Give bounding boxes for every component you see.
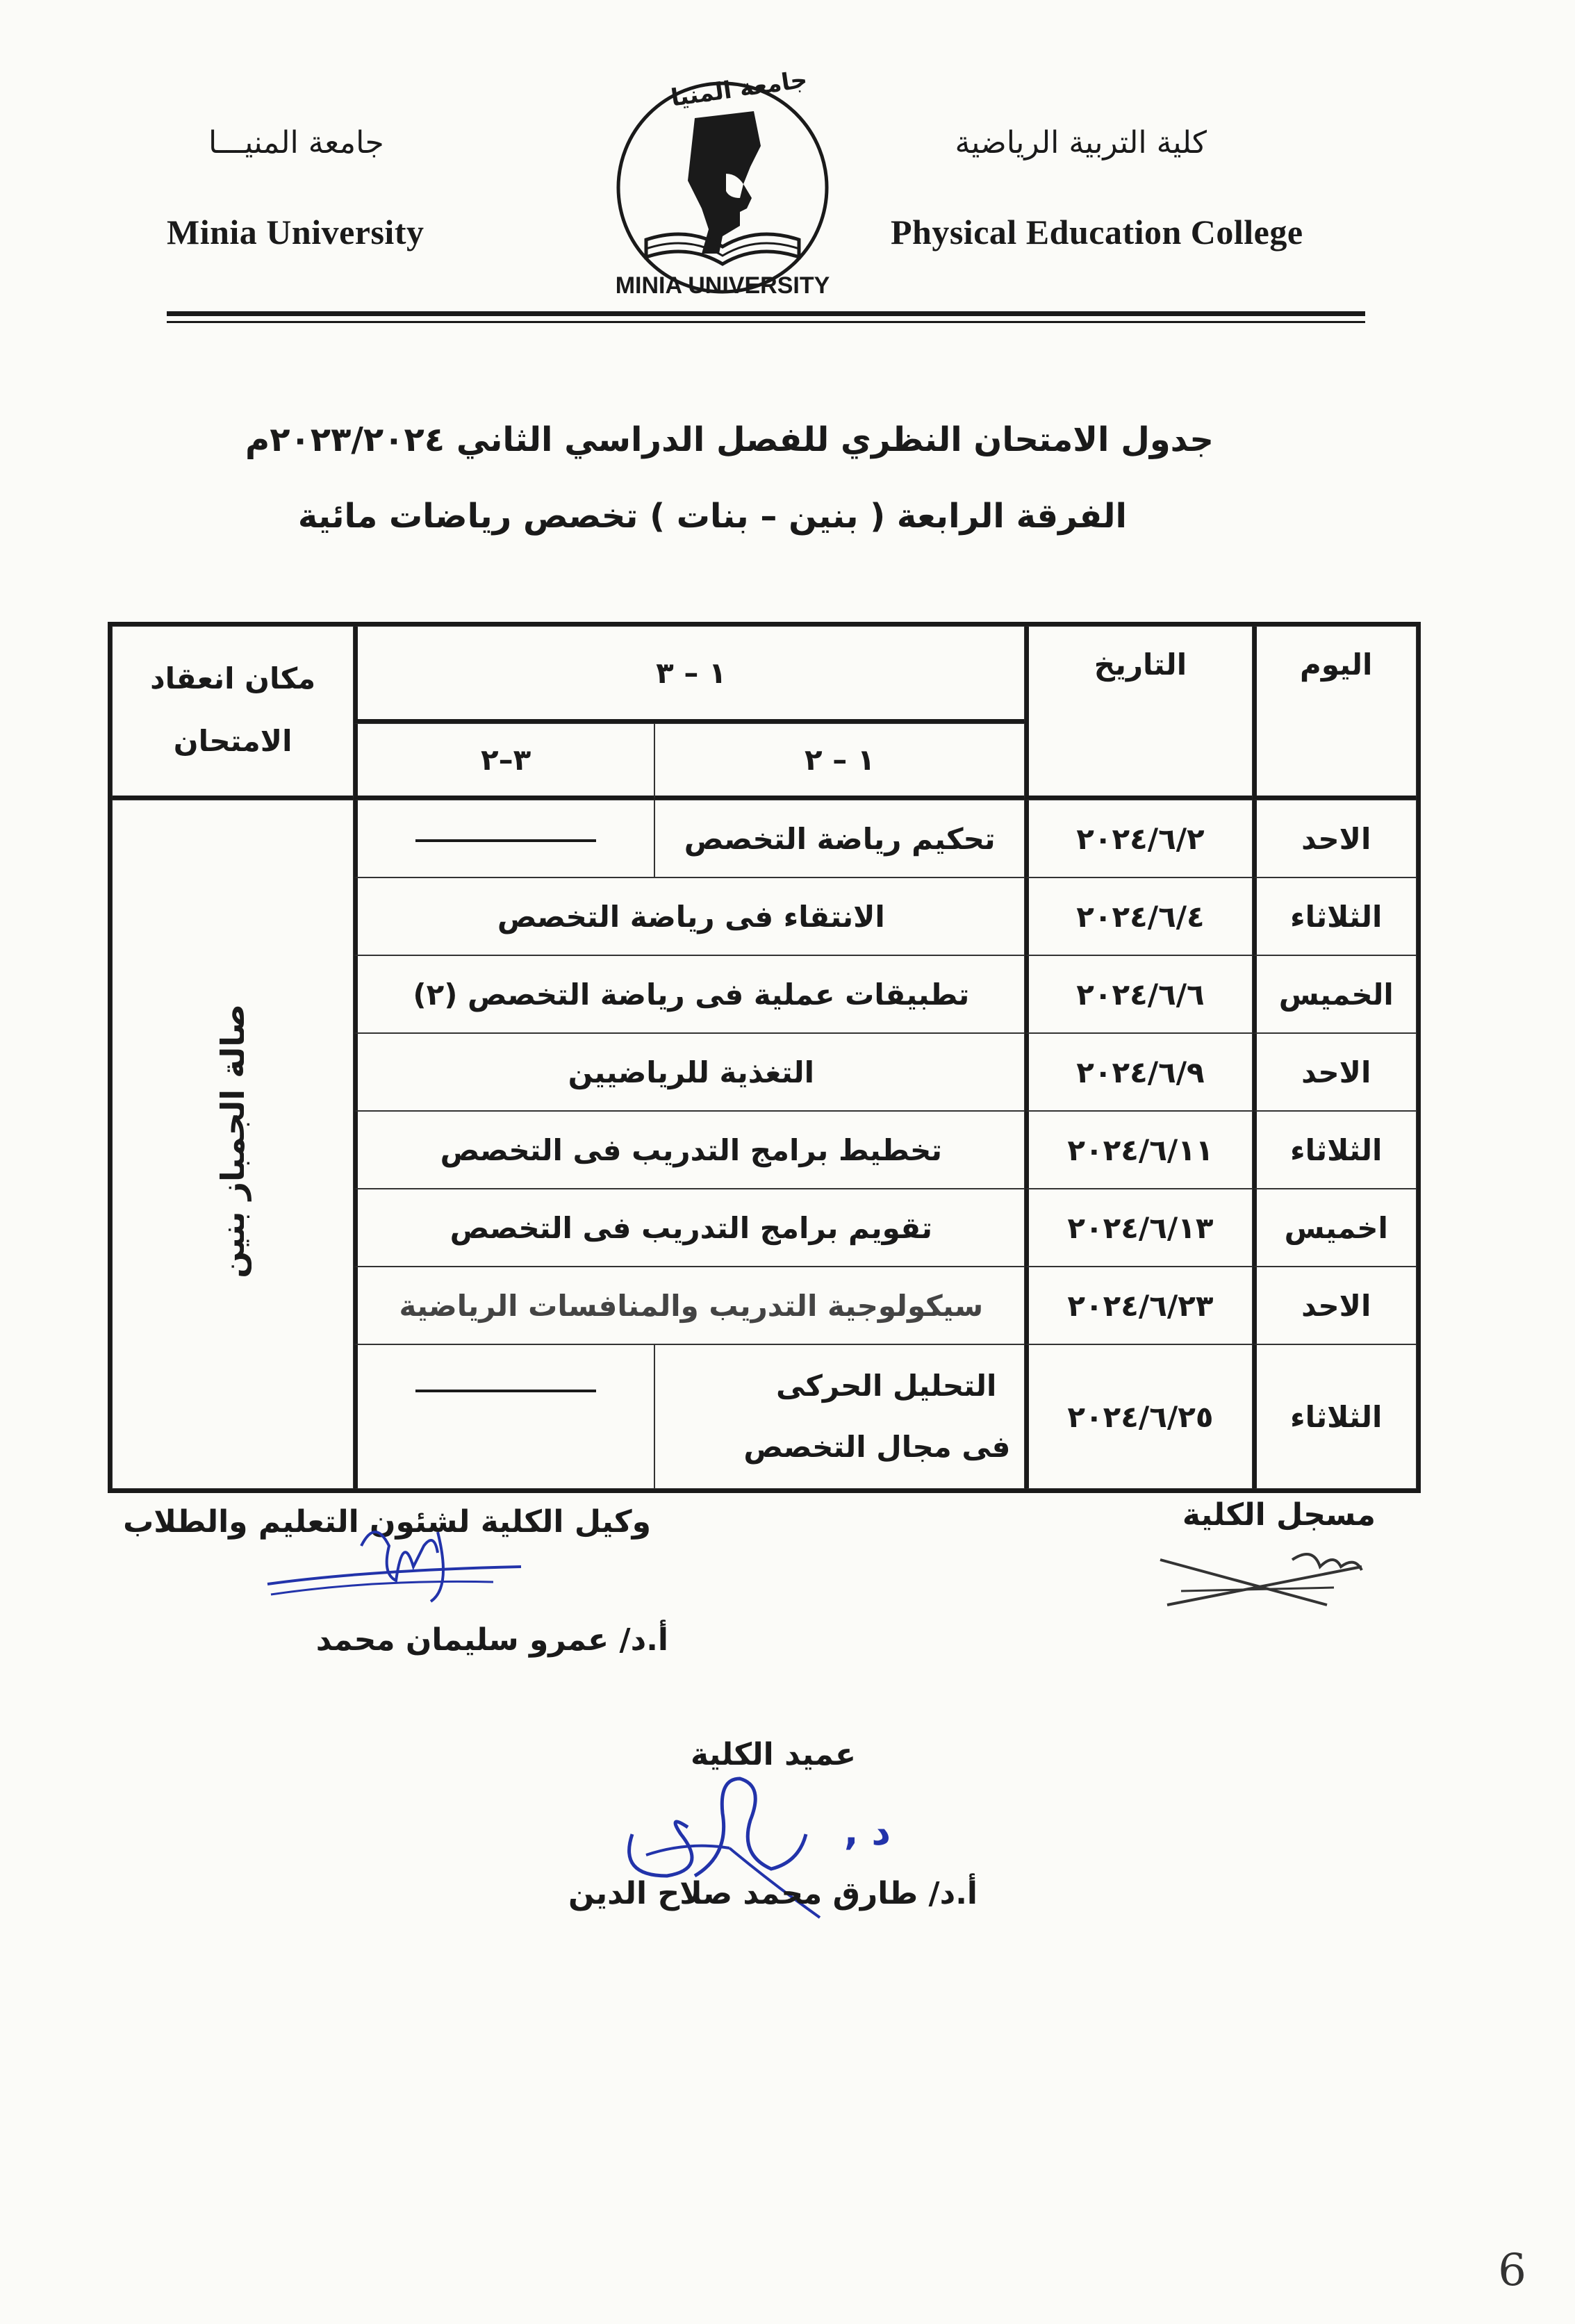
row-date: ٢٠٢٤/٦/٩ bbox=[1025, 1033, 1252, 1111]
registrar-signature-icon bbox=[1153, 1539, 1376, 1615]
row-subject: تحكيم رياضة التخصص bbox=[654, 800, 1025, 877]
row-date: ٢٠٢٤/٦/١٣ bbox=[1025, 1189, 1252, 1267]
row-date: ٢٠٢٤/٦/٦ bbox=[1025, 955, 1252, 1033]
college-name-ar: كلية التربية الرياضية bbox=[955, 125, 1207, 160]
dean-initial: د , bbox=[844, 1810, 891, 1854]
header-venue bbox=[112, 626, 354, 800]
vice-dean-signature-icon bbox=[264, 1504, 528, 1608]
row-subject bbox=[654, 1344, 1025, 1489]
row-subject: التغذية للرياضيين bbox=[354, 1033, 1025, 1111]
row-day: الاحد bbox=[1253, 1267, 1417, 1344]
venue-value: صالة الجمباز بنين bbox=[214, 1003, 252, 1278]
registrar-title: مسجل الكلية bbox=[1182, 1497, 1376, 1533]
row-subject-empty bbox=[354, 1344, 654, 1489]
vice-dean-title: وكيل الكلية لشئون التعليم والطلاب bbox=[123, 1504, 651, 1540]
row-subject-line1: التحليل الحركى bbox=[775, 1369, 997, 1403]
row-day: اخميس bbox=[1253, 1189, 1417, 1267]
page-number: 6 bbox=[1498, 2245, 1526, 2296]
row-date: ٢٠٢٤/٦/١١ bbox=[1025, 1111, 1252, 1189]
row-date: ٢٠٢٤/٦/٤ bbox=[1025, 877, 1252, 955]
schedule-subtitle: الفرقة الرابعة ( بنين – بنات ) تخصص رياضات مائية bbox=[297, 497, 1127, 536]
header-venue-label: مكان انعقاد الامتحان bbox=[150, 661, 316, 758]
vice-dean-name: أ.د/ عمرو سليمان محمد bbox=[315, 1622, 668, 1658]
logo-text-en: MINIA UNIVERSITY bbox=[615, 272, 830, 299]
logo-text-ar: جامعة المنيا bbox=[669, 65, 809, 113]
row-subject-line2: فى مجال التخصص bbox=[743, 1430, 1011, 1464]
empty-dash bbox=[415, 1390, 596, 1392]
row-subject: سيكولوجية التدريب والمنافسات الرياضية bbox=[354, 1267, 1025, 1344]
header-sub2: ٣–٢ bbox=[354, 723, 654, 800]
row-day: الثلاثاء bbox=[1253, 877, 1417, 955]
row-date: ٢٠٢٤/٦/٢٥ bbox=[1025, 1344, 1252, 1489]
header-date: التاريخ bbox=[1025, 626, 1252, 800]
row-subject-empty bbox=[354, 800, 654, 877]
schedule-title: جدول الامتحان النظري للفصل الدراسي الثاني ٢٠٢٣/٢٠٢٤م bbox=[245, 420, 1214, 459]
row-day: الثلاثاء bbox=[1253, 1111, 1417, 1189]
university-name-ar: جامعة المنيـــا bbox=[208, 125, 384, 160]
row-day: الخميس bbox=[1253, 955, 1417, 1033]
header-rule-thick bbox=[167, 311, 1365, 316]
dean-name: أ.د/ طارق محمد صلاح الدين bbox=[568, 1876, 978, 1911]
header-rule-thin bbox=[167, 321, 1365, 323]
college-name-en: Physical Education College bbox=[891, 213, 1303, 252]
row-subject: تخطيط برامج التدريب فى التخصص bbox=[354, 1111, 1025, 1189]
header-sub1: ١ – ٢ bbox=[654, 723, 1025, 800]
empty-dash bbox=[415, 839, 596, 842]
venue-cell bbox=[112, 800, 354, 1489]
row-date: ٢٠٢٤/٦/٢٣ bbox=[1025, 1267, 1252, 1344]
row-subject: الانتقاء فى رياضة التخصص bbox=[354, 877, 1025, 955]
row-day: الاحد bbox=[1253, 1033, 1417, 1111]
header-group: ١ – ٣ bbox=[354, 626, 1025, 723]
header-day: اليوم bbox=[1253, 626, 1417, 800]
row-subject: تقويم برامج التدريب فى التخصص bbox=[354, 1189, 1025, 1267]
dean-title: عميد الكلية bbox=[690, 1737, 856, 1772]
university-logo bbox=[604, 65, 841, 306]
row-day: الاحد bbox=[1253, 800, 1417, 877]
row-day: الثلاثاء bbox=[1253, 1344, 1417, 1489]
row-date: ٢٠٢٤/٦/٢ bbox=[1025, 800, 1252, 877]
table-row bbox=[112, 800, 1417, 877]
university-name-en: Minia University bbox=[167, 213, 424, 252]
exam-schedule-table bbox=[108, 622, 1421, 1493]
row-subject: تطبيقات عملية فى رياضة التخصص (٢) bbox=[354, 955, 1025, 1033]
